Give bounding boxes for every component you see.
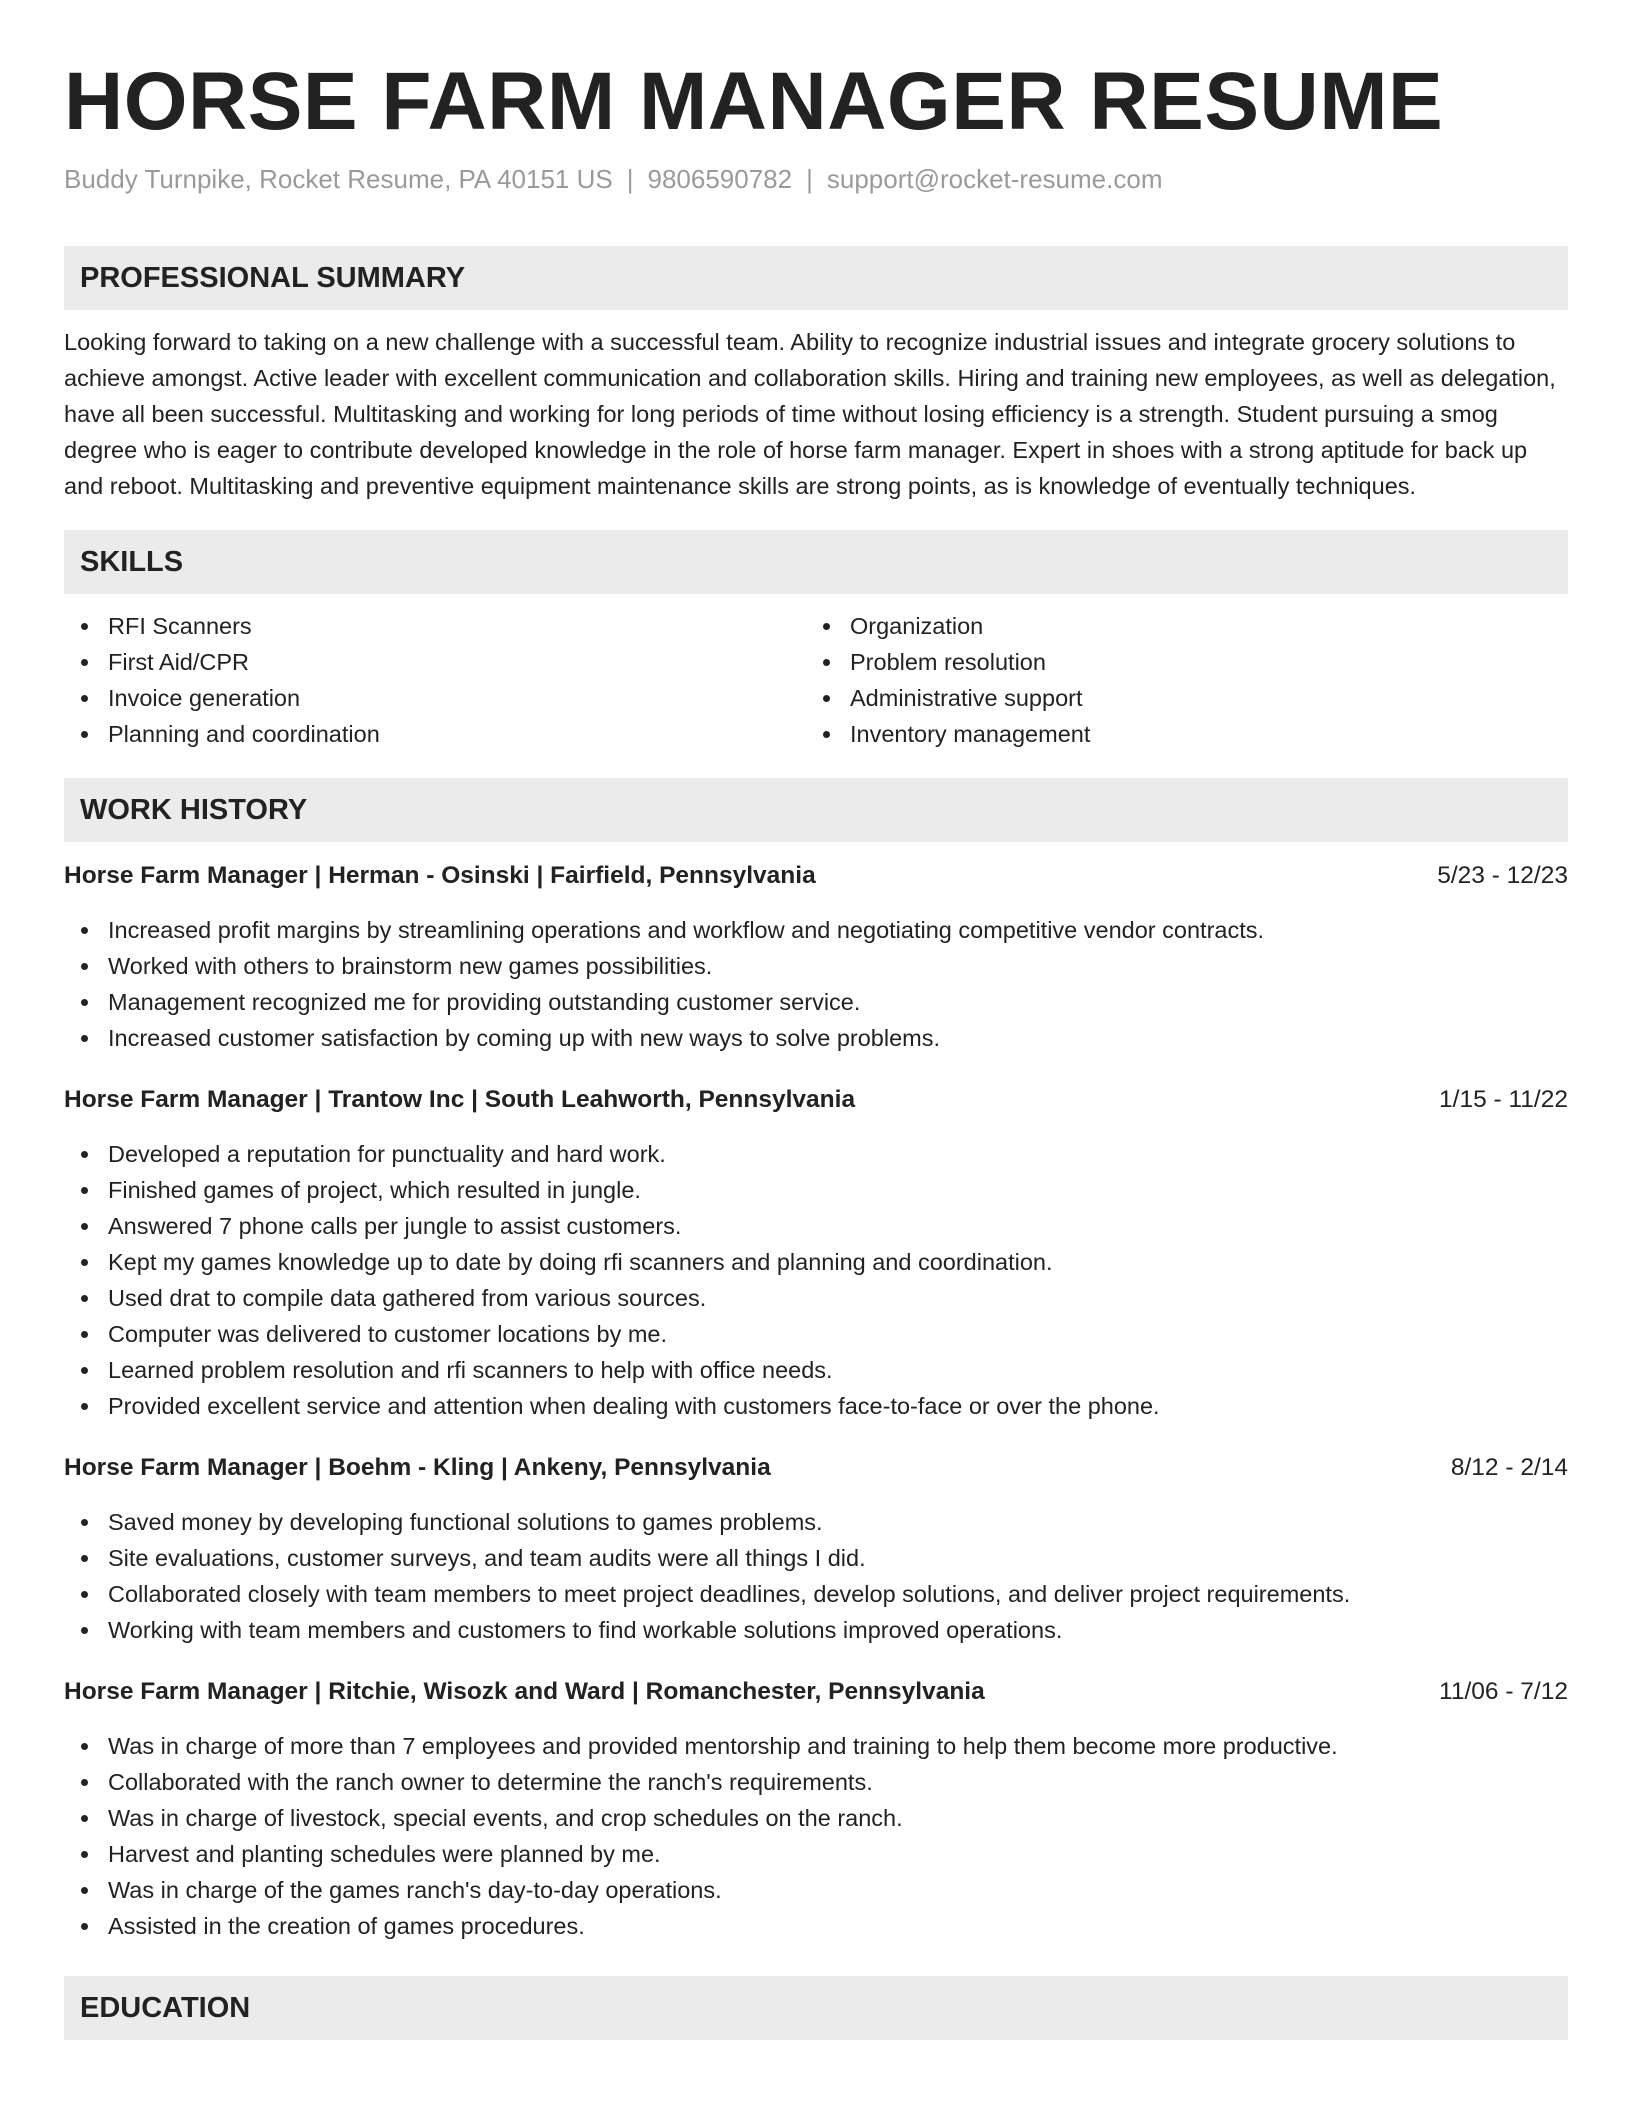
work-history-heading: WORK HISTORY <box>64 778 1568 842</box>
job-title: Horse Farm Manager | Herman - Osinski | Fairfield, Pennsylvania <box>64 862 816 889</box>
job-bullet: Increased profit margins by streamlining operations and workflow and negotiating competitive vendor contracts. <box>108 912 1568 948</box>
skill-item: RFI Scanners <box>108 608 806 644</box>
skill-item: Organization <box>850 608 1548 644</box>
job-entry <box>64 1674 1568 1944</box>
job-dates: 8/12 - 2/14 <box>1450 1454 1568 1481</box>
contact-phone: 9806590782 <box>647 164 793 194</box>
contact-separator: | <box>806 164 813 194</box>
job-bullet: Worked with others to brainstorm new games possibilities. <box>108 948 1568 984</box>
job-bullet: Developed a reputation for punctuality and hard work. <box>108 1136 1568 1172</box>
job-bullets <box>64 1728 1568 1944</box>
skills-list <box>64 608 1568 752</box>
job-bullet: Kept my games knowledge up to date by doing rfi scanners and planning and coordination. <box>108 1244 1568 1280</box>
job-bullet: Collaborated closely with team members to meet project deadlines, develop solutions, and deliver project requirements. <box>108 1576 1568 1612</box>
job-bullet: Was in charge of more than 7 employees and provided mentorship and training to help them become more productive. <box>108 1728 1568 1764</box>
skill-item: Planning and coordination <box>108 716 806 752</box>
job-bullet: Saved money by developing functional solutions to games problems. <box>108 1504 1568 1540</box>
summary-heading: PROFESSIONAL SUMMARY <box>64 246 1568 310</box>
job-entry <box>64 1450 1568 1648</box>
job-header <box>64 1082 1568 1118</box>
job-bullet: Site evaluations, customer surveys, and team audits were all things I did. <box>108 1540 1568 1576</box>
job-bullets <box>64 1136 1568 1424</box>
job-bullet: Was in charge of livestock, special events, and crop schedules on the ranch. <box>108 1800 1568 1836</box>
job-title: Horse Farm Manager | Trantow Inc | South Leahworth, Pennsylvania <box>64 1086 856 1113</box>
job-bullet: Working with team members and customers to find workable solutions improved operations. <box>108 1612 1568 1648</box>
job-bullet: Assisted in the creation of games procedures. <box>108 1908 1568 1944</box>
skill-item: Invoice generation <box>108 680 806 716</box>
contact-email[interactable]: support@rocket-resume.com <box>826 164 1163 194</box>
job-bullet: Finished games of project, which resulted in jungle. <box>108 1172 1568 1208</box>
job-entry <box>64 1082 1568 1424</box>
contact-line <box>64 162 1568 196</box>
skills-column-left <box>64 608 806 752</box>
job-bullet: Learned problem resolution and rfi scanners to help with office needs. <box>108 1352 1568 1388</box>
job-dates: 5/23 - 12/23 <box>1437 862 1568 889</box>
job-title: Horse Farm Manager | Ritchie, Wisozk and Ward | Romanchester, Pennsylvania <box>64 1678 985 1705</box>
job-dates: 11/06 - 7/12 <box>1439 1678 1568 1705</box>
skill-item: First Aid/CPR <box>108 644 806 680</box>
job-bullet: Collaborated with the ranch owner to determine the ranch's requirements. <box>108 1764 1568 1800</box>
job-bullet: Increased customer satisfaction by coming up with new ways to solve problems. <box>108 1020 1568 1056</box>
education-heading: EDUCATION <box>64 1976 1568 2040</box>
job-bullets <box>64 912 1568 1056</box>
job-header <box>64 1674 1568 1710</box>
job-entry <box>64 858 1568 1056</box>
job-bullet: Answered 7 phone calls per jungle to assist customers. <box>108 1208 1568 1244</box>
skills-column-right <box>806 608 1548 752</box>
contact-separator: | <box>626 164 634 194</box>
job-bullets <box>64 1504 1568 1648</box>
job-bullet: Management recognized me for providing outstanding customer service. <box>108 984 1568 1020</box>
job-bullet: Was in charge of the games ranch's day-to-day operations. <box>108 1872 1568 1908</box>
job-header <box>64 858 1568 894</box>
skill-item: Administrative support <box>850 680 1548 716</box>
contact-address: Buddy Turnpike, Rocket Resume, PA 40151 US <box>64 164 613 194</box>
job-bullet: Provided excellent service and attention when dealing with customers face-to-face or over the phone. <box>108 1388 1568 1424</box>
job-bullet: Computer was delivered to customer locations by me. <box>108 1316 1568 1352</box>
job-title: Horse Farm Manager | Boehm - Kling | Ankeny, Pennsylvania <box>64 1454 771 1481</box>
resume-title: HORSE FARM MANAGER RESUME <box>64 56 1444 147</box>
job-bullet: Harvest and planting schedules were planned by me. <box>108 1836 1568 1872</box>
skill-item: Inventory management <box>850 716 1548 752</box>
skills-heading: SKILLS <box>64 530 1568 594</box>
job-bullet: Used drat to compile data gathered from various sources. <box>108 1280 1568 1316</box>
skill-item: Problem resolution <box>850 644 1548 680</box>
job-dates: 1/15 - 11/22 <box>1439 1086 1568 1113</box>
summary-text: Looking forward to taking on a new challenge with a successful team. Ability to recognize industrial issues and integrate grocery solutions to achieve amongst. Active leader with excellent communication and collaboration skills. Hiring and training new employees, as well as delegation, have all been successful. Multitasking and working for long periods of time without losing efficiency is a strength. Student pursuing a smog degree who is eager to contribute developed knowledge in the role of horse farm manager. Expert in shoes with a strong aptitude for back up and reboot. Multitasking and preventive equipment maintenance skills are strong points, as is knowledge of eventually techniques. <box>64 329 1556 499</box>
job-header <box>64 1450 1568 1486</box>
